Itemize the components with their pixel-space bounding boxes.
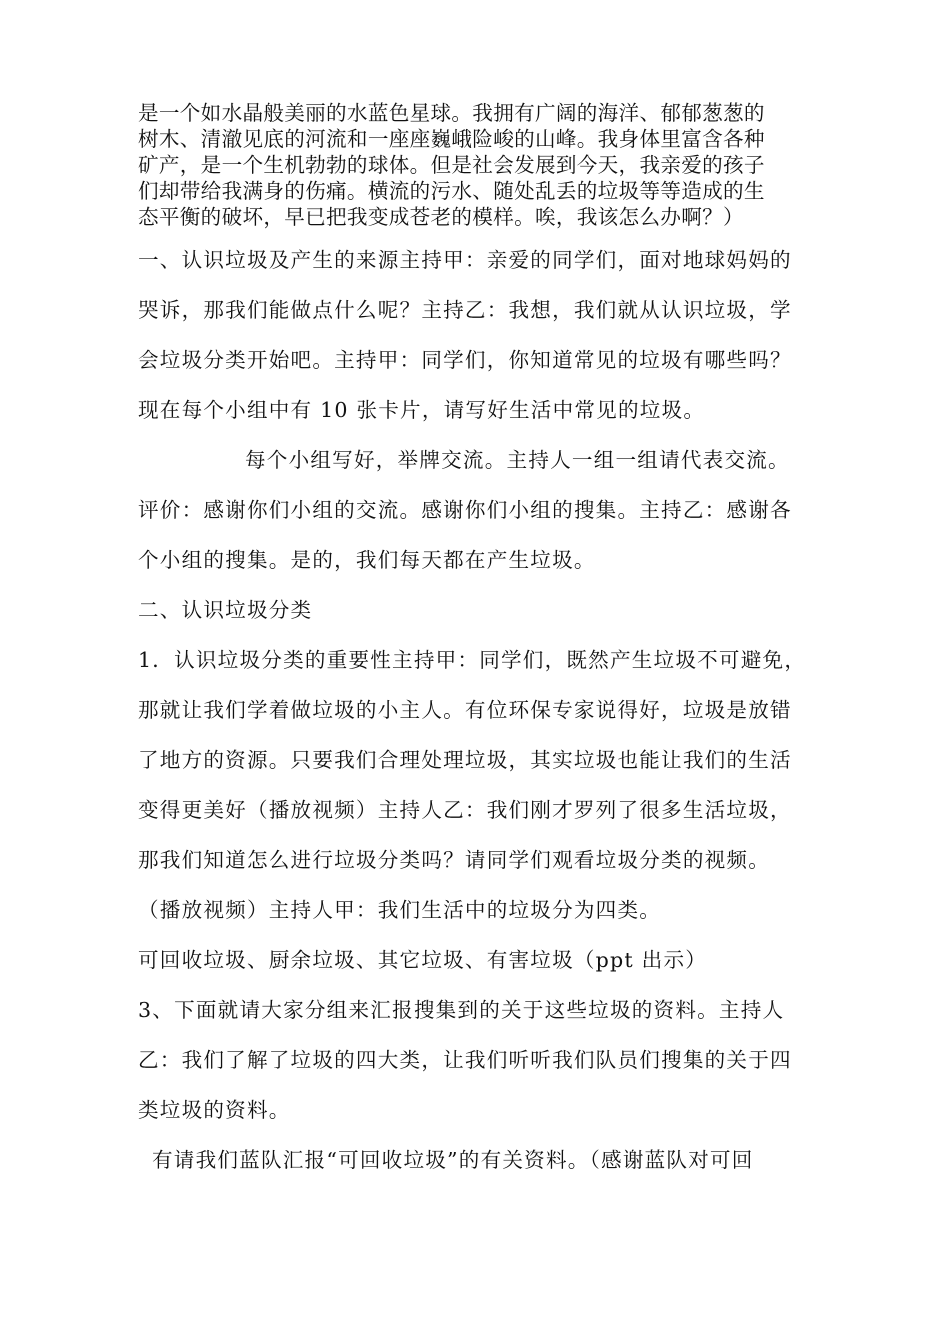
text-line: 那我们知道怎么进行垃圾分类吗？请同学们观看垃圾分类的视频。 bbox=[138, 848, 771, 872]
text-line: 态平衡的破坏，早已把我变成苍老的模样。唉，我该怎么办啊？） bbox=[138, 205, 744, 229]
text-line: （播放视频）主持人甲：我们生活中的垃圾分为四类。 bbox=[138, 898, 662, 922]
section-heading-2: 二、认识垃圾分类 bbox=[138, 598, 313, 622]
text-line: 会垃圾分类开始吧。主持甲：同学们，你知道常见的垃圾有哪些吗？ bbox=[138, 348, 792, 372]
text-line: 评价：感谢你们小组的交流。感谢你们小组的搜集。主持乙：感谢各 bbox=[138, 498, 792, 522]
section-heading-1: 一、认识垃圾及产生的来源主持甲：亲爱的同学们，面对地球妈妈的 bbox=[138, 248, 792, 272]
text-line-indented: 有请我们蓝队汇报“可回收垃圾”的有关资料。（感谢蓝队对可回 bbox=[152, 1148, 754, 1172]
text-line: 变得更美好（播放视频）主持人乙：我们刚才罗列了很多生活垃圾， bbox=[138, 798, 792, 822]
text-line: 矿产，是一个生机勃勃的球体。但是社会发展到今天，我亲爱的孩子 bbox=[138, 153, 765, 177]
text-line: 乙：我们了解了垃圾的四大类，让我们听听我们队员们搜集的关于四 bbox=[138, 1048, 792, 1072]
text-line: 1．认识垃圾分类的重要性主持甲：同学们，既然产生垃圾不可避免， bbox=[138, 648, 807, 672]
text-line: 类垃圾的资料。 bbox=[138, 1098, 291, 1122]
text-line: 们却带给我满身的伤痛。横流的污水、随处乱丢的垃圾等等造成的生 bbox=[138, 179, 765, 203]
text-line: 可回收垃圾、厨余垃圾、其它垃圾、有害垃圾（ppt 出示） bbox=[138, 948, 708, 972]
text-line-indented: 每个小组写好，举牌交流。主持人一组一组请代表交流。 bbox=[245, 448, 790, 472]
text-line: 哭诉，那我们能做点什么呢？主持乙：我想，我们就从认识垃圾，学 bbox=[138, 298, 792, 322]
text-line: 那就让我们学着做垃圾的小主人。有位环保专家说得好，垃圾是放错 bbox=[138, 698, 792, 722]
text-line: 3、下面就请大家分组来汇报搜集到的关于这些垃圾的资料。主持人 bbox=[138, 998, 785, 1022]
text-line: 现在每个小组中有 10 张卡片，请写好生活中常见的垃圾。 bbox=[138, 398, 706, 422]
text-line: 是一个如水晶般美丽的水蓝色星球。我拥有广阔的海洋、郁郁葱葱的 bbox=[138, 101, 765, 125]
text-line: 树木、清澈见底的河流和一座座巍峨险峻的山峰。我身体里富含各种 bbox=[138, 127, 765, 151]
text-line: 了地方的资源。只要我们合理处理垃圾，其实垃圾也能让我们的生活 bbox=[138, 748, 792, 772]
text-line: 个小组的搜集。是的，我们每天都在产生垃圾。 bbox=[138, 548, 596, 572]
intro-paragraph bbox=[138, 100, 818, 230]
